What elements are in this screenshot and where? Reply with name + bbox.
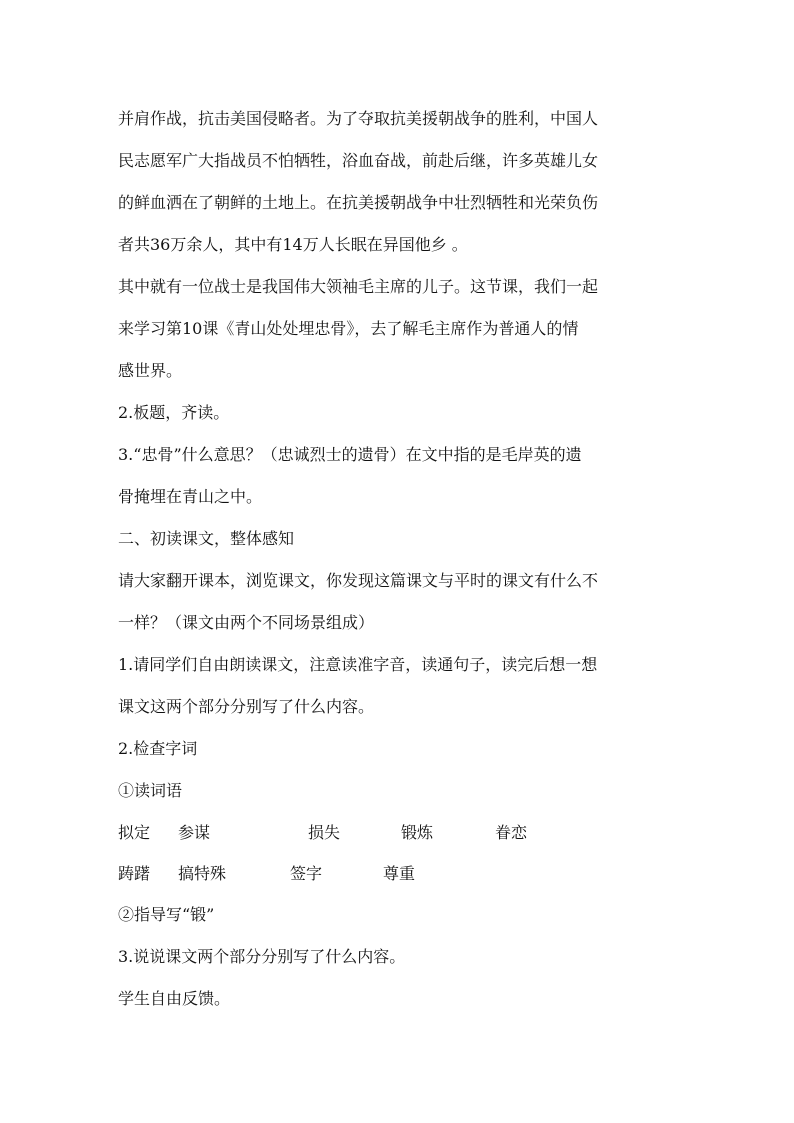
text-line: 1.请同学们自由朗读课文，注意读准字音，读通句子，读完后想一想 bbox=[118, 655, 598, 674]
text-line: 3.说说课文两个部分分别写了什么内容。 bbox=[118, 947, 406, 966]
text-line: 其中就有一位战士是我国伟大领袖毛主席的儿子。这节课，我们一起 bbox=[118, 277, 599, 296]
text-line: 民志愿军广大指战员不怕牺牲，浴血奋战，前赴后继，许多英雄儿女 bbox=[118, 151, 599, 170]
vocab-word: 参谋 bbox=[178, 823, 211, 842]
text-line: 课文这两个部分分别写了什么内容。 bbox=[118, 697, 375, 716]
text-line: 2.检查字词 bbox=[118, 739, 198, 758]
text-line: 学生自由反馈。 bbox=[118, 989, 231, 1008]
vocab-row-1 bbox=[118, 812, 678, 853]
text-line: ①读词语 bbox=[118, 781, 183, 800]
text-line: 的鲜血洒在了朝鲜的土地上。在抗美援朝战争中壮烈牺牲和光荣负伤 bbox=[118, 193, 599, 212]
text-line: 请大家翻开课本，浏览课文，你发现这篇课文与平时的课文有什么不 bbox=[118, 571, 599, 590]
text-line: 3.“忠骨”什么意思？（忠诚烈士的遗骨）在文中指的是毛岸英的遗 bbox=[118, 445, 582, 464]
text-line: 并肩作战，抗击美国侵略者。为了夺取抗美援朝战争的胜利，中国人 bbox=[118, 109, 599, 128]
text-line: 2.板题，齐读。 bbox=[118, 403, 230, 422]
text-line: 感世界。 bbox=[118, 361, 183, 380]
vocab-word: 锻炼 bbox=[401, 823, 434, 842]
vocab-word: 尊重 bbox=[383, 864, 416, 883]
lesson-plan-body bbox=[118, 98, 678, 1020]
text-line: ②指导写“锻” bbox=[118, 905, 215, 924]
vocab-word: 踌躇 bbox=[118, 864, 151, 883]
vocab-word: 眷恋 bbox=[495, 823, 528, 842]
section-heading: 二、初读课文，整体感知 bbox=[118, 529, 295, 548]
text-line: 一样？（课文由两个不同场景组成） bbox=[118, 613, 375, 632]
text-line: 骨掩埋在青山之中。 bbox=[118, 487, 263, 506]
vocab-word: 签字 bbox=[290, 864, 323, 883]
vocab-word: 拟定 bbox=[118, 823, 151, 842]
vocab-row-2 bbox=[118, 853, 678, 894]
text-line: 来学习第10课《青山处处埋忠骨》，去了解毛主席作为普通人的情 bbox=[118, 319, 579, 338]
vocab-word: 损失 bbox=[308, 823, 341, 842]
text-line: 者共36万余人，其中有14万人长眠在异国他乡 。 bbox=[118, 235, 468, 254]
vocab-word: 搞特殊 bbox=[178, 864, 227, 883]
